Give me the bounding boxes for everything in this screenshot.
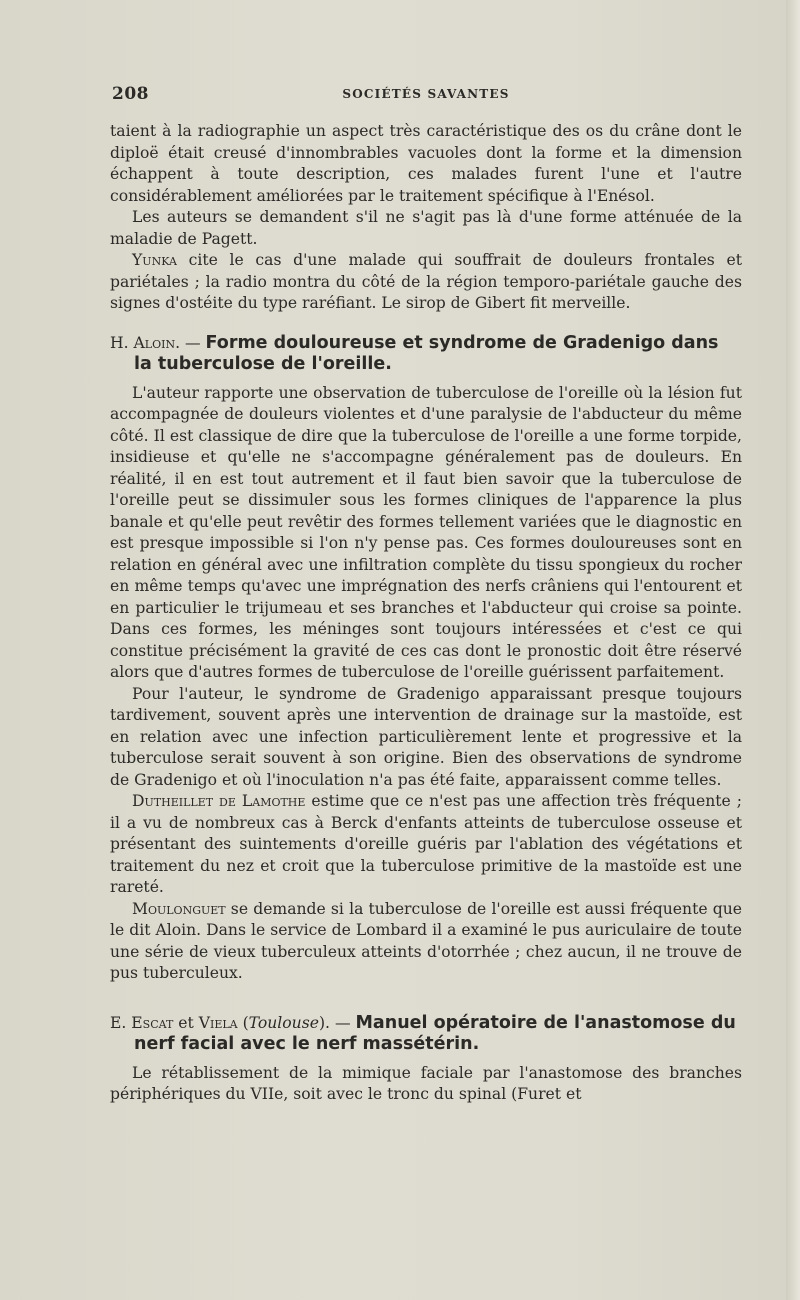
author-initial: H. [110,333,134,352]
text-body [110,121,742,1106]
author-name: Yunka [132,251,177,269]
paragraph: Pour l'auteur, le syndrome de Gradenigo apparaissant presque toujours tardivement, souvent après une intervention de drainage sur la mastoïde, est en relation avec une infection particulièrement lente et progressive et la tuberculose serait souvent à son origine. Bien des observations de syndrome de Gradenigo et où l'inoculation n'a pas été faite, apparaissent comme telles. [110,684,742,789]
author-name: Viela [198,1013,238,1032]
author-initial: E. [110,1013,132,1032]
section-authors [110,334,206,352]
paragraph [110,899,742,985]
author-place: Toulouse [248,1013,319,1032]
section-title: Forme douloureuse et syndrome de Gradenigo dans la tuberculose de l'oreille. [134,332,719,374]
section-title: Manuel opératoire de l'anastomose du nerf facial avec le nerf massétérin. [134,1012,736,1054]
author-name: Escat [131,1013,174,1032]
page-header [112,84,740,108]
paragraph-text: se demande si la tuberculose de l'oreille est aussi fréquente que le dit Aloin. Dans le service de Lombard il a examiné le pus auriculaire de toute une série de vieux tuberculeux atteints d'otorrhée ; chez aucun, il ne trouve de pus tuberculeux. [110,899,742,982]
paragraph-text: cite le cas d'une malade qui souffrait de douleurs frontales et pariétales ; la radio montra du côté de la région temporo-pariétale gauche des signes d'ostéite du type raréfiant. Le sirop de Gibert fit merveille. [110,251,742,312]
paragraph-text: estime que ce n'est pas une affection très fréquente ; il a vu de nombreux cas à Berck d'enfants atteints de tuberculose osseuse et présentant des suintements d'oreille guéris par l'ablation des végétations et traitement du nez et croit que la tuberculose primitive de la mastoïde est une rareté. [110,792,742,896]
paragraph: taient à la radiographie un aspect très caractéristique des os du crâne dont le diploë était creusé d'innombrables vacuoles dont la forme et la dimension échappent à toute description, ces malades furent l'une et l'autre considérablement améliorées par le traitement spécifique à l'Enésol. [110,122,742,205]
separator: . — [175,333,206,352]
paragraph: Le rétablissement de la mimique faciale par l'anastomose des branches périphériques du VIIe, soit avec le tronc du spinal (Furet et [110,1063,742,1103]
author-name: Aloin [133,333,176,352]
page-number: 208 [112,84,149,104]
section-heading [110,333,742,375]
author-name: Moulonguet [132,899,226,918]
paragraph [110,791,742,899]
section-heading [110,1013,742,1055]
spacer [110,985,742,995]
paragraph: L'auteur rapporte une observation de tuberculose de l'oreille où la lésion fut accompagnée de douleurs violentes et d'une paralysie de l'abducteur du même côté. Il est classique de dire que la tuberculose de l'oreille a une forme torpide, insidieuse et qu'elle ne s'accompagne généralement pas de douleurs. En réalité, il en est tout autrement et il faut bien savoir que la tuberculose de l'oreille peut se dissimuler sous les formes cliniques de l'apparence la plus banale et qu'elle peut revêtir des formes tellement variées que le diagnostic en est presque impossible si l'on n'y pense pas. Ces formes douloureuses sont en relation en général avec une infiltration complète du tissu spongieux du rocher en même temps qu'avec une imprégnation des nerfs crâniens qui l'entourent et en particulier le trijumeau et ses branches et l'abducteur qui croise sa pointe. Dans ces formes, les méninges sont toujours intéressées et c'est ce qui constitue précisément la gravité de ces cas dont le pronostic doit être réservé alors que d'autres formes de tuberculose de l'oreille guérissent parfaitement. [110,383,742,681]
author-name: Dutheillet de Lamothe [132,792,306,810]
running-head: SOCIÉTÉS SAVANTES [342,87,510,101]
section-authors: E. Escat et Viela (Toulouse). — [110,1013,356,1032]
page-edge [786,0,800,1300]
conjunction: et [173,1013,199,1032]
separator: . — [325,1013,356,1032]
paragraph [110,250,742,315]
paragraph: Les auteurs se demandent s'il ne s'agit pas là d'une forme atténuée de la maladie de Pagett. [110,208,742,248]
